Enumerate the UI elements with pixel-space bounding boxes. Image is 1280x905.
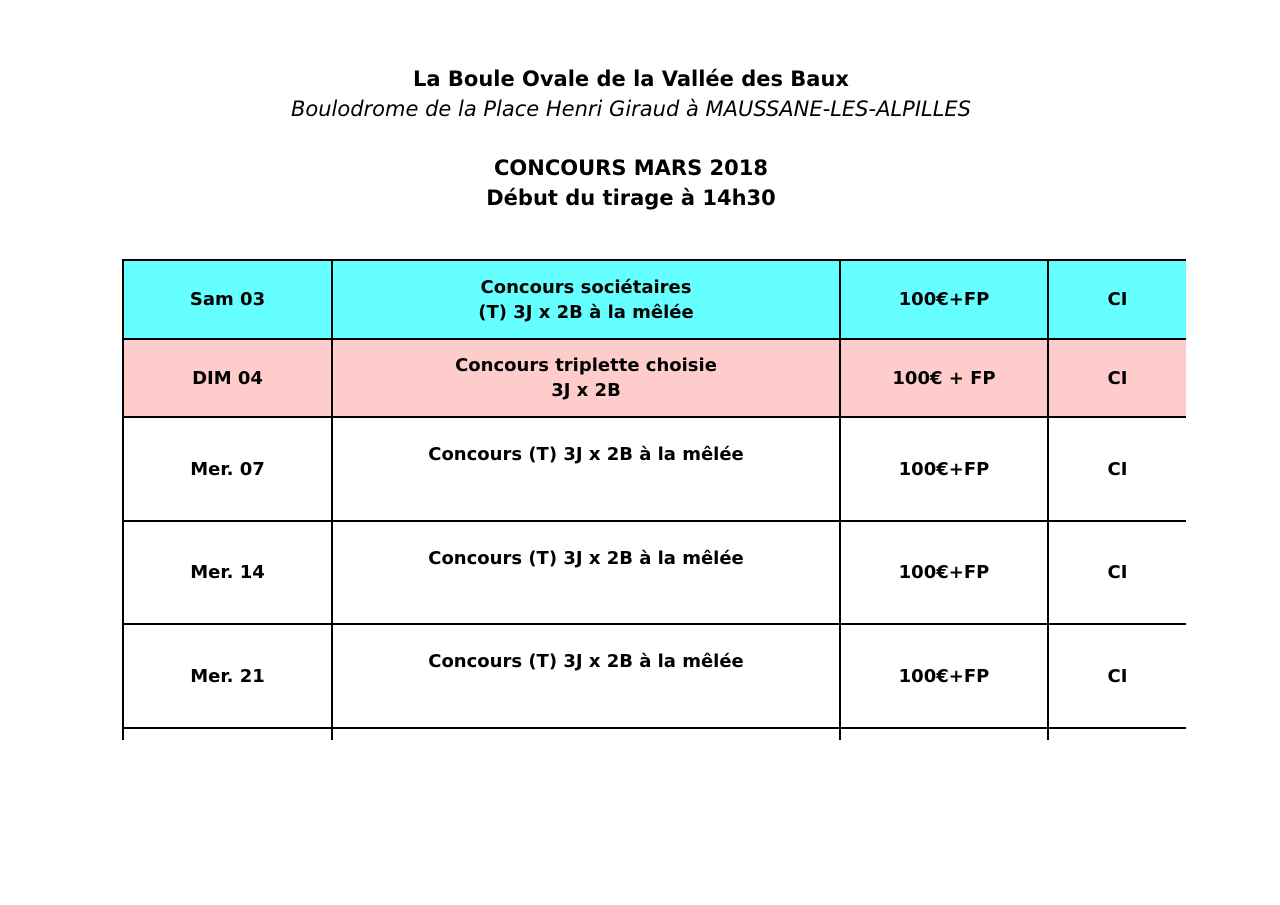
- category-cell: CI: [1048, 624, 1186, 728]
- table-row: [123, 260, 1186, 339]
- date-cell: [123, 728, 332, 740]
- venue-subtitle: Boulodrome de la Place Henri Giraud à MAUSSANE-LES-ALPILLES: [290, 97, 972, 121]
- event-line: (T) 3J x 2B à la mêlée: [478, 301, 694, 323]
- prize-cell: 100€+FP: [840, 624, 1048, 728]
- prize-cell: 100€ + FP: [840, 339, 1048, 417]
- event-line: Concours (T) 3J x 2B à la mêlée: [428, 651, 744, 672]
- table-row: [123, 339, 1186, 417]
- club-title: La Boule Ovale de la Vallée des Baux: [413, 67, 849, 91]
- event-cell: [332, 260, 840, 339]
- event-line: Concours sociétaires: [480, 276, 692, 298]
- table-row: [123, 728, 1186, 740]
- table-row: [123, 624, 1186, 728]
- date-cell: Mer. 07: [123, 417, 332, 521]
- date-cell: DIM 04: [123, 339, 332, 417]
- prize-cell: 100€+FP: [840, 417, 1048, 521]
- event-cell: [332, 417, 840, 521]
- event-line: Concours (T) 3J x 2B à la mêlée: [428, 444, 744, 465]
- category-cell: CI: [1048, 339, 1186, 417]
- date-cell: Sam 03: [123, 260, 332, 339]
- event-line: Concours (T) 3J x 2B à la mêlée: [428, 548, 744, 569]
- event-cell: [332, 728, 840, 740]
- draw-start-time: Début du tirage à 14h30: [486, 186, 776, 210]
- prize-cell: [840, 728, 1048, 740]
- category-cell: [1048, 728, 1186, 740]
- event-cell: [332, 624, 840, 728]
- schedule-table: [122, 259, 1186, 740]
- category-cell: CI: [1048, 260, 1186, 339]
- category-cell: CI: [1048, 521, 1186, 624]
- category-cell: CI: [1048, 417, 1186, 521]
- schedule-table-container: [122, 259, 1186, 740]
- event-cell: [332, 339, 840, 417]
- prize-cell: 100€+FP: [840, 260, 1048, 339]
- date-cell: Mer. 21: [123, 624, 332, 728]
- event-line: 3J x 2B: [551, 380, 621, 401]
- date-cell: Mer. 14: [123, 521, 332, 624]
- event-cell: [332, 521, 840, 624]
- prize-cell: 100€+FP: [840, 521, 1048, 624]
- contest-title: CONCOURS MARS 2018: [494, 156, 768, 180]
- table-row: [123, 521, 1186, 624]
- table-row: [123, 417, 1186, 521]
- event-line: Concours triplette choisie: [455, 355, 717, 376]
